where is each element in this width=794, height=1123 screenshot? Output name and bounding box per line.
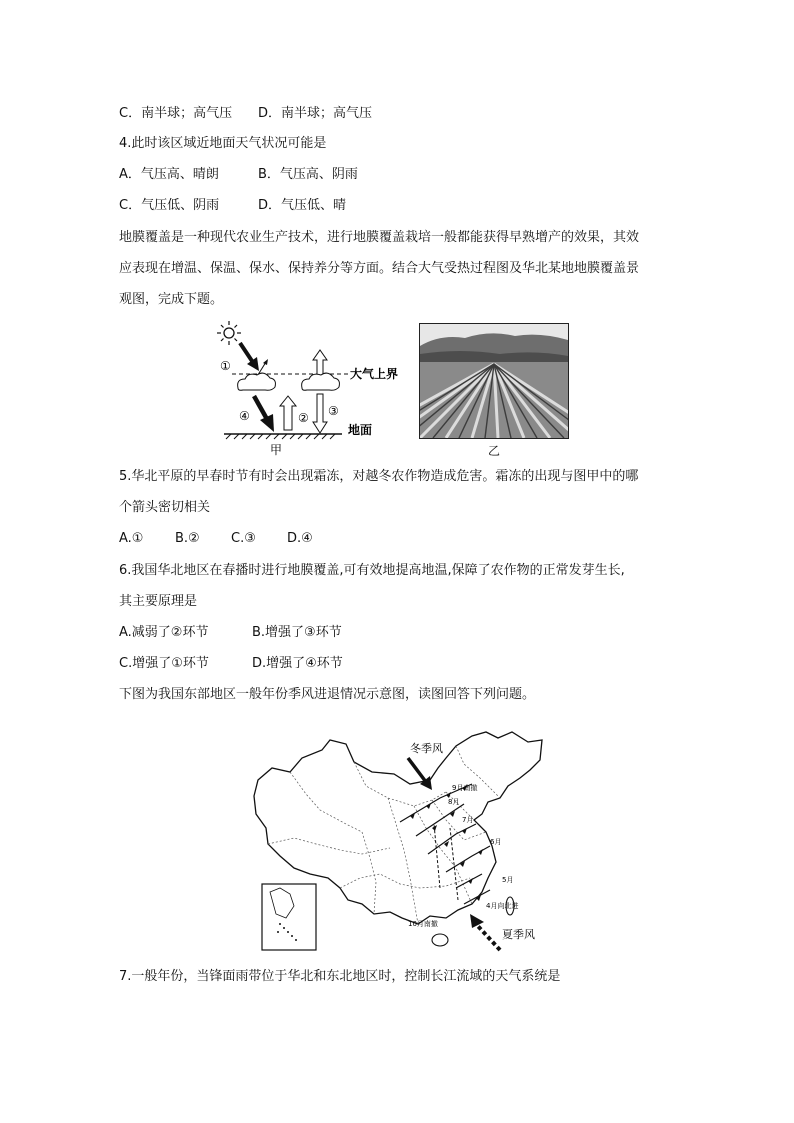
monsoon-map [250, 728, 560, 958]
q5-option-c: C.③ [231, 531, 256, 546]
q5-stem-line1: 5.华北平原的早春时节有时会出现霜冻，对越冬农作物造成危害。霜冻的出现与图甲中的哪 [119, 469, 639, 484]
label-3: ③ [328, 404, 339, 418]
atmosphere-heating-diagram [210, 318, 410, 456]
q6-option-a: A.减弱了②环节 [119, 625, 209, 640]
label-jul: 7月 [462, 816, 474, 824]
q4-option-d: D．气压低、晴 [258, 198, 347, 213]
arrow-4-atmospheric-counter-radiation [254, 396, 274, 432]
label-4: ④ [239, 409, 250, 423]
q4-stem: 4.此时该区域近地面天气状况可能是 [119, 136, 327, 151]
passage2: 下图为我国东部地区一般年份季风进退情况示意图，读图回答下列问题。 [119, 687, 536, 702]
arrow-3-atmospheric-radiation [313, 350, 327, 433]
passage1-line3: 观图，完成下题。 [119, 292, 224, 307]
q4-option-b: B．气压高、阴雨 [258, 167, 358, 182]
caption-a: 甲 [270, 443, 283, 456]
label-ground: 地面 [348, 423, 373, 437]
q7-stem: 7.一般年份，当锋面雨带位于华北和东北地区时，控制长江流域的天气系统是 [119, 969, 561, 984]
q3-option-c: C．南半球；高气压 [119, 106, 233, 121]
label-atmosphere-top: 大气上界 [350, 367, 399, 381]
label-oct-retreat: 10月南撤 [408, 920, 438, 928]
label-summer-monsoon: 夏季风 [502, 928, 535, 941]
q4-option-a: A．气压高、晴朗 [119, 167, 219, 182]
q3-option-d: D．南半球；高气压 [258, 106, 373, 121]
passage1-line2: 应表现在增温、保温、保水、保持养分等方面。结合大气受热过程图及华北某地地膜覆盖景 [119, 261, 640, 276]
label-jun: 6月 [490, 838, 502, 846]
q5-option-a: A.① [119, 531, 144, 546]
label-2: ② [298, 411, 309, 425]
arrow-2-ground-radiation [280, 396, 296, 430]
q6-option-b: B.增强了③环节 [252, 625, 342, 640]
label-aug: 8月 [448, 798, 460, 806]
label-apr-advance: 4月向北进 [486, 902, 519, 910]
arrow-1-solar-radiation [240, 343, 259, 371]
q6-stem-line2: 其主要原理是 [119, 594, 198, 609]
caption-b: 乙 [488, 444, 501, 458]
passage1-line1: 地膜覆盖是一种现代农业生产技术，进行地膜覆盖栽培一般都能获得早熟增产的效果，其效 [119, 230, 640, 245]
label-sep-retreat: 9月南撤 [452, 784, 478, 792]
q6-stem-line1: 6.我国华北地区在春播时进行地膜覆盖,可有效地提高地温,保障了农作物的正常发芽生长, [119, 563, 625, 578]
q5-option-d: D.④ [287, 531, 313, 546]
q5-stem-line2: 个箭头密切相关 [119, 500, 211, 515]
sun-icon [217, 321, 241, 345]
label-1: ① [220, 359, 231, 373]
q6-option-d: D.增强了④环节 [252, 656, 343, 671]
label-winter-monsoon: 冬季风 [410, 742, 443, 755]
q5-option-b: B.② [175, 531, 200, 546]
label-may: 5月 [502, 876, 514, 884]
q6-option-c: C.增强了①环节 [119, 656, 209, 671]
q4-option-c: C．气压低、阴雨 [119, 198, 220, 213]
field-photo [419, 323, 569, 439]
summer-monsoon-arrow [470, 914, 500, 950]
